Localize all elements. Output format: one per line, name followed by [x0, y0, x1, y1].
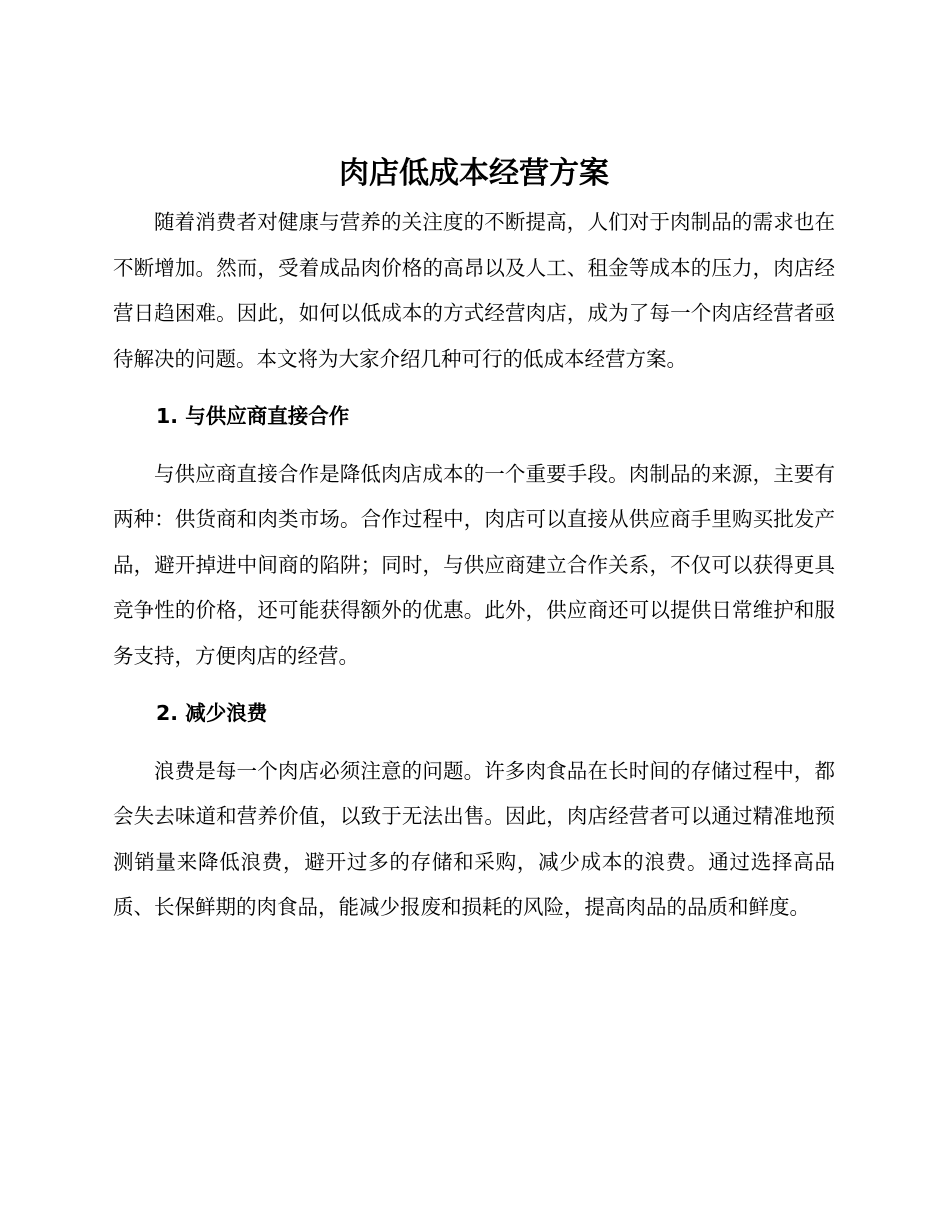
spacer	[113, 679, 835, 691]
section-body-1: 与供应商直接合作是降低肉店成本的一个重要手段。肉制品的来源，主要有两种：供货商和肉类市场。合作过程中，肉店可以直接从供应商手里购买批发产品，避开掉进中间商的陷阱；同时，与供应商建立合作关系，不仅可以获得更具竞争性的价格，还可能获得额外的优惠。此外，供应商还可以提供日常维护和服务支持，方便肉店的经营。	[113, 461, 835, 668]
section-heading-1: 1. 与供应商直接合作	[156, 404, 350, 428]
spacer	[113, 382, 835, 394]
spacer	[113, 440, 835, 452]
document-page	[113, 148, 835, 931]
section-body-2: 浪费是每一个肉店必须注意的问题。许多肉食品在长时间的存储过程中，都会失去味道和营养价值，以致于无法出售。因此，肉店经营者可以通过精准地预测销量来降低浪费，避开过多的存储和采购，减少成本的浪费。通过选择高品质、长保鲜期的肉食品，能减少报废和损耗的风险，提高肉品的品质和鲜度。	[113, 758, 835, 919]
section-heading-2: 2. 减少浪费	[156, 701, 268, 725]
spacer	[113, 737, 835, 749]
intro-paragraph: 随着消费者对健康与营养的关注度的不断提高，人们对于肉制品的需求也在不断增加。然而，受着成品肉价格的高昂以及人工、租金等成本的压力，肉店经营日趋困难。因此，如何以低成本的方式经营肉店，成为了每一个肉店经营者亟待解决的问题。本文将为大家介绍几种可行的低成本经营方案。	[113, 210, 835, 371]
document-title: 肉店低成本经营方案	[339, 156, 609, 191]
